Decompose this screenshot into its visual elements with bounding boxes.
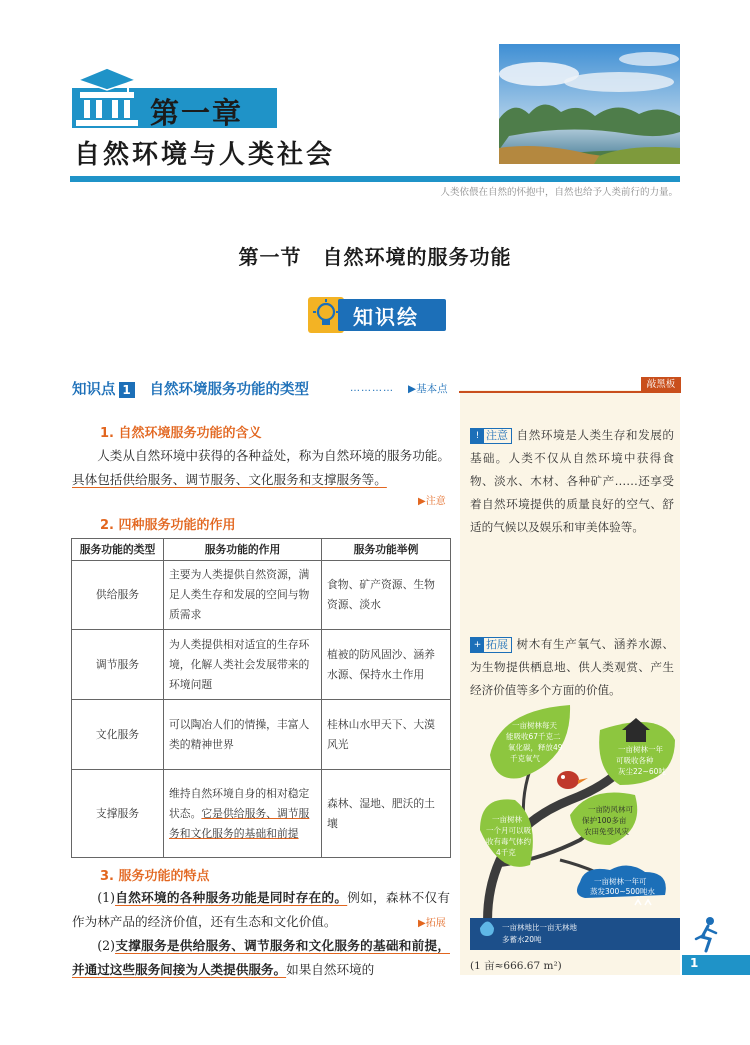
svg-text:一亩树林 一个月可以吸 收有毒气体约: 一亩树林 一个月可以吸 收有毒气体约 4千克 (486, 815, 531, 857)
table-cell-example: 森林、湿地、肥沃的土壤 (322, 770, 451, 858)
part1-note-tag: ▶注意 (418, 496, 446, 507)
svg-text:一亩树林一年 可吸收各种 灰尘22~60吨: 一亩树林一年 可吸收各种 灰尘22~60吨 (616, 745, 666, 776)
service-function-table (71, 538, 451, 858)
leaf1-text-line3: 氧化碳，释放49 (508, 743, 563, 752)
zhishihui-badge (308, 297, 446, 333)
p1-num: (1) (97, 890, 116, 905)
bird-icon (557, 771, 579, 789)
p2-num: (2) (97, 938, 116, 953)
kp-name: 自然环境服务功能的类型 (149, 382, 309, 398)
role-text-b: 它是供给服务、调节服务和文化服务的基础和前提 (169, 806, 310, 840)
table-cell-example: 植被的防风固沙、涵养水源、保持水土作用 (322, 630, 451, 700)
part1-heading: 1. 自然环境服务功能的含义 (100, 426, 262, 441)
school-building-icon (72, 64, 142, 128)
badge-label: 知识绘 (353, 305, 419, 329)
part3-paragraph-1 (72, 886, 450, 934)
table-header: 服务功能举例 (322, 539, 451, 561)
exclamation-icon: ! (471, 429, 484, 443)
table-row (72, 700, 451, 770)
ext-text: 树木有生产氧气、涵养水源、为生物提供栖息地、供人类观赏、产生经济价值等多个方面的价值。 (470, 637, 674, 697)
table-cell-role: 主要为人类提供自然资源，满足人类生存和发展的空间与物质需求 (164, 561, 322, 630)
tree-infographic (460, 700, 680, 950)
ext-label: 拓展 (486, 638, 508, 651)
table-row (72, 630, 451, 700)
table-row (72, 770, 451, 858)
p1-rest: 例如，森林不仅有作为林产品的经济价值，还有生态和文化价值。 (72, 890, 451, 929)
leaf-oxygen (490, 705, 570, 779)
plus-icon: + (471, 638, 484, 652)
part1-text-b: 具体包括供给服务、调节服务、文化服务和支撑服务等。 (72, 472, 387, 487)
part1-paragraph (72, 444, 450, 492)
extension-badge (470, 637, 512, 653)
table-cell-role (164, 770, 322, 858)
table-row (72, 561, 451, 630)
svg-text:一亩树林一年可 蒸发300~500吨水: 一亩树林一年可 蒸发300~500吨水 (590, 877, 655, 896)
table-header-row (72, 539, 451, 561)
table-header: 服务功能的作用 (164, 539, 322, 561)
table-cell-role: 可以陶冶人们的情操，丰富人类的精神世界 (164, 700, 322, 770)
chapter-number: 第一章 (150, 96, 244, 130)
leaf1-text-line1: 一亩树林每天 (512, 721, 557, 730)
p1-bold: 自然环境的各种服务功能是同时存在的。 (115, 890, 348, 905)
note-label: 注意 (486, 429, 508, 442)
svg-text:一亩林地比一亩无林地 多蓄水20吨: 一亩林地比一亩无林地 多蓄水20吨 (502, 923, 577, 944)
section-title: 第一节 自然环境的服务功能 (238, 245, 512, 269)
table-cell-example: 桂林山水甲天下、大漠风光 (322, 700, 451, 770)
table-cell-example: 食物、矿产资源、生物资源、淡水 (322, 561, 451, 630)
p2-rest: 如果自然环境的 (286, 962, 375, 977)
table-cell-type: 供给服务 (72, 561, 164, 630)
leaf1-text-line2: 能吸收67千克二 (506, 732, 561, 741)
part1-text-a: 人类从自然环境中获得的各种益处，称为自然环境的服务功能。 (97, 448, 450, 463)
part3-paragraph-2 (72, 934, 450, 982)
leaf1-text-line4: 千克氧气 (510, 754, 540, 763)
part3-extend-tag: ▶拓展 (418, 918, 446, 929)
header-divider (70, 176, 680, 182)
landscape-photo (499, 44, 680, 164)
svg-text:一亩防风林可 保护100多亩 农田免受风灾: 一亩防风林可 保护100多亩 农田免受风灾 (582, 805, 633, 836)
sidebar-note (470, 424, 674, 539)
table-cell-type: 文化服务 (72, 700, 164, 770)
table-cell-role: 为人类提供相对适宜的生存环境，化解人类社会发展带来的环境问题 (164, 630, 322, 700)
area-conversion-note: (1 亩≈666.67 m²) (470, 960, 562, 972)
note-badge (470, 428, 512, 444)
part2-heading: 2. 四种服务功能的作用 (100, 518, 236, 533)
part3-heading: 3. 服务功能的特点 (100, 869, 210, 884)
p2-bold: 支撑服务是供给服务、调节服务和文化服务的基础和前提，并通过这些服务间接为人类提供服务。 (72, 938, 450, 977)
page-number: 1 (690, 956, 699, 970)
sidebar-label: 敲黑板 (641, 377, 681, 392)
kp-prefix: 知识点 (72, 382, 116, 398)
chapter-motto: 人类依偎在自然的怀抱中，自然也给予人类前行的力量。 (440, 187, 678, 198)
kp-number: 1 (119, 382, 135, 398)
runner-figure-icon (688, 915, 728, 955)
note-text: 自然环境是人类生存和发展的基础。人类不仅从自然环境中获得食物、淡水、木材、各种矿产……还享受着自然环境提供的质量良好的空气、舒适的气候以及娱乐和审美体验等。 (470, 428, 674, 534)
knowledge-point-heading (72, 378, 309, 399)
sidebar-extension (470, 633, 674, 702)
table-header: 服务功能的类型 (72, 539, 164, 561)
role-text-a: 维持自然环境自身的相对稳定状态。 (169, 786, 310, 820)
chapter-title: 自然环境与人类社会 (74, 140, 336, 170)
table-cell-type: 支撑服务 (72, 770, 164, 858)
kp-leader-dots: ………… (350, 383, 394, 394)
kp-level-tag: ▶基本点 (408, 383, 448, 395)
table-cell-type: 调节服务 (72, 630, 164, 700)
